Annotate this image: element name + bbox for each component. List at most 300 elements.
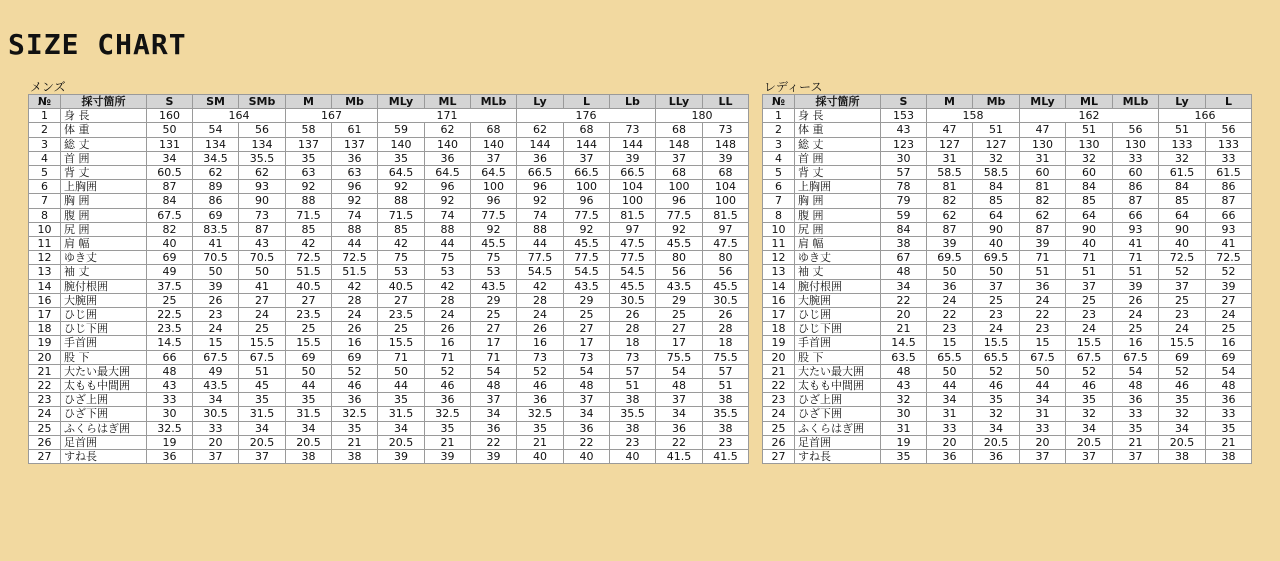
height-value-cell: 166 [1159, 109, 1252, 123]
table-row [29, 251, 749, 265]
value-cell: 87 [927, 222, 973, 236]
value-cell: 24 [1020, 293, 1066, 307]
value-cell: 38 [1159, 450, 1206, 464]
row-number: 21 [29, 364, 61, 378]
value-cell: 26 [703, 308, 749, 322]
value-cell: 20 [1020, 435, 1066, 449]
table-row [29, 336, 749, 350]
value-cell: 49 [147, 265, 193, 279]
value-cell: 75 [378, 251, 425, 265]
value-cell: 24 [193, 322, 239, 336]
value-cell: 41 [193, 237, 239, 251]
value-cell: 96 [656, 194, 703, 208]
value-cell: 71.5 [378, 208, 425, 222]
row-number: 14 [29, 279, 61, 293]
measurement-label: 腕付根囲 [795, 279, 881, 293]
value-cell: 34 [927, 393, 973, 407]
value-cell: 80 [703, 251, 749, 265]
value-cell: 37 [1020, 450, 1066, 464]
value-cell: 100 [610, 194, 656, 208]
men-caption: メンズ [30, 80, 66, 94]
value-cell: 35 [1206, 421, 1252, 435]
value-cell: 43 [147, 379, 193, 393]
value-cell: 22 [881, 293, 927, 307]
row-number: 5 [763, 166, 795, 180]
table-row [29, 137, 749, 151]
value-cell: 69.5 [973, 251, 1020, 265]
value-cell: 75.5 [656, 350, 703, 364]
measurement-label: すね長 [795, 450, 881, 464]
measurement-label: 身 長 [795, 109, 881, 123]
value-cell: 50 [973, 265, 1020, 279]
value-cell: 67.5 [1066, 350, 1113, 364]
value-cell: 31.5 [239, 407, 286, 421]
value-cell: 84 [147, 194, 193, 208]
table-row [763, 166, 1252, 180]
table-row [763, 109, 1252, 123]
row-number: 23 [763, 393, 795, 407]
measurement-label: 首 囲 [61, 151, 147, 165]
column-header: 採寸箇所 [795, 95, 881, 109]
value-cell: 50 [239, 265, 286, 279]
value-cell: 30.5 [703, 293, 749, 307]
value-cell: 82 [927, 194, 973, 208]
value-cell: 32 [1066, 407, 1113, 421]
value-cell: 28 [517, 293, 564, 307]
value-cell: 27 [656, 322, 703, 336]
value-cell: 29 [656, 293, 703, 307]
value-cell: 148 [656, 137, 703, 151]
table-row [763, 350, 1252, 364]
row-number: 17 [763, 308, 795, 322]
value-cell: 86 [1206, 180, 1252, 194]
row-number: 24 [29, 407, 61, 421]
value-cell: 31 [927, 151, 973, 165]
value-cell: 77.5 [517, 251, 564, 265]
value-cell: 30.5 [610, 293, 656, 307]
value-cell: 40 [147, 237, 193, 251]
value-cell: 27 [1206, 293, 1252, 307]
value-cell: 23 [1020, 322, 1066, 336]
measurement-label: 大腕囲 [795, 293, 881, 307]
table-row [29, 308, 749, 322]
value-cell: 68 [703, 166, 749, 180]
value-cell: 39 [193, 279, 239, 293]
value-cell: 20 [193, 435, 239, 449]
measurement-label: 体 重 [795, 123, 881, 137]
value-cell: 73 [239, 208, 286, 222]
value-cell: 96 [332, 180, 378, 194]
value-cell: 18 [703, 336, 749, 350]
row-number: 26 [29, 435, 61, 449]
value-cell: 37.5 [147, 279, 193, 293]
value-cell: 67.5 [1113, 350, 1159, 364]
value-cell: 51 [703, 379, 749, 393]
value-cell: 37 [1066, 450, 1113, 464]
value-cell: 22 [927, 308, 973, 322]
measurement-label: 肩 幅 [61, 237, 147, 251]
value-cell: 52 [1206, 265, 1252, 279]
value-cell: 26 [193, 293, 239, 307]
table-row [29, 435, 749, 449]
value-cell: 53 [378, 265, 425, 279]
value-cell: 35 [517, 421, 564, 435]
value-cell: 57 [881, 166, 927, 180]
value-cell: 36 [656, 421, 703, 435]
value-cell: 53 [425, 265, 471, 279]
row-number: 27 [763, 450, 795, 464]
value-cell: 68 [564, 123, 610, 137]
value-cell: 52 [1159, 364, 1206, 378]
value-cell: 54.5 [610, 265, 656, 279]
value-cell: 48 [881, 265, 927, 279]
value-cell: 37 [1159, 279, 1206, 293]
value-cell: 31.5 [286, 407, 332, 421]
value-cell: 15.5 [1159, 336, 1206, 350]
value-cell: 54 [656, 364, 703, 378]
value-cell: 66.5 [564, 166, 610, 180]
value-cell: 61.5 [1206, 166, 1252, 180]
value-cell: 32.5 [332, 407, 378, 421]
value-cell: 92 [471, 222, 517, 236]
table-row [29, 364, 749, 378]
table-row [29, 265, 749, 279]
row-number: 13 [29, 265, 61, 279]
value-cell: 17 [656, 336, 703, 350]
column-header: ML [425, 95, 471, 109]
value-cell: 87 [1113, 194, 1159, 208]
table-row [763, 308, 1252, 322]
value-cell: 37 [239, 450, 286, 464]
value-cell: 34 [193, 393, 239, 407]
value-cell: 78 [881, 180, 927, 194]
value-cell: 69 [147, 251, 193, 265]
value-cell: 40 [1066, 237, 1113, 251]
column-header: MLy [1020, 95, 1066, 109]
measurement-label: 総 丈 [61, 137, 147, 151]
value-cell: 46 [332, 379, 378, 393]
table-row [29, 407, 749, 421]
value-cell: 100 [471, 180, 517, 194]
measurement-label: ひざ下囲 [795, 407, 881, 421]
value-cell: 23 [1159, 308, 1206, 322]
value-cell: 17 [471, 336, 517, 350]
value-cell: 52 [517, 364, 564, 378]
value-cell: 39 [610, 151, 656, 165]
value-cell: 25 [378, 322, 425, 336]
value-cell: 34.5 [193, 151, 239, 165]
value-cell: 31 [1020, 407, 1066, 421]
value-cell: 61.5 [1159, 166, 1206, 180]
measurement-label: 腹 囲 [795, 208, 881, 222]
value-cell: 32 [881, 393, 927, 407]
table-row [29, 237, 749, 251]
value-cell: 90 [239, 194, 286, 208]
value-cell: 56 [1206, 123, 1252, 137]
value-cell: 127 [973, 137, 1020, 151]
column-header: Mb [973, 95, 1020, 109]
value-cell: 41 [239, 279, 286, 293]
value-cell: 43.5 [471, 279, 517, 293]
value-cell: 52 [1159, 265, 1206, 279]
value-cell: 37 [564, 151, 610, 165]
height-value-cell: 176 [517, 109, 656, 123]
value-cell: 69 [332, 350, 378, 364]
value-cell: 36 [147, 450, 193, 464]
value-cell: 35.5 [239, 151, 286, 165]
value-cell: 131 [147, 137, 193, 151]
value-cell: 50 [378, 364, 425, 378]
table-row [763, 379, 1252, 393]
value-cell: 34 [656, 407, 703, 421]
row-number: 14 [763, 279, 795, 293]
measurement-label: 上胸囲 [795, 180, 881, 194]
value-cell: 39 [1206, 279, 1252, 293]
row-number: 18 [763, 322, 795, 336]
value-cell: 57 [610, 364, 656, 378]
value-cell: 24 [1159, 322, 1206, 336]
value-cell: 24 [1113, 308, 1159, 322]
value-cell: 75 [425, 251, 471, 265]
value-cell: 48 [1206, 379, 1252, 393]
value-cell: 71 [425, 350, 471, 364]
table-row [29, 450, 749, 464]
value-cell: 33 [1206, 151, 1252, 165]
value-cell: 85 [1159, 194, 1206, 208]
row-number: 23 [29, 393, 61, 407]
value-cell: 64 [1159, 208, 1206, 222]
value-cell: 140 [378, 137, 425, 151]
table-row [763, 407, 1252, 421]
column-header: L [1206, 95, 1252, 109]
table-row [763, 450, 1252, 464]
measurement-label: 背 丈 [795, 166, 881, 180]
value-cell: 14.5 [881, 336, 927, 350]
value-cell: 21 [425, 435, 471, 449]
value-cell: 92 [378, 180, 425, 194]
value-cell: 18 [610, 336, 656, 350]
value-cell: 63 [286, 166, 332, 180]
value-cell: 30.5 [193, 407, 239, 421]
value-cell: 84 [973, 180, 1020, 194]
value-cell: 62 [193, 166, 239, 180]
value-cell: 69.5 [927, 251, 973, 265]
measurement-label: 太もも中間囲 [795, 379, 881, 393]
value-cell: 21 [1206, 435, 1252, 449]
value-cell: 48 [1113, 379, 1159, 393]
value-cell: 16 [517, 336, 564, 350]
value-cell: 23 [927, 322, 973, 336]
column-header: ML [1066, 95, 1113, 109]
value-cell: 28 [703, 322, 749, 336]
value-cell: 45.5 [656, 237, 703, 251]
value-cell: 36 [564, 421, 610, 435]
row-number: 18 [29, 322, 61, 336]
value-cell: 68 [656, 123, 703, 137]
value-cell: 22 [564, 435, 610, 449]
value-cell: 88 [378, 194, 425, 208]
measurement-label: 体 重 [61, 123, 147, 137]
value-cell: 56 [703, 265, 749, 279]
value-cell: 48 [656, 379, 703, 393]
value-cell: 44 [1020, 379, 1066, 393]
value-cell: 45.5 [564, 237, 610, 251]
value-cell: 86 [1113, 180, 1159, 194]
value-cell: 59 [881, 208, 927, 222]
measurement-label: ひざ下囲 [61, 407, 147, 421]
value-cell: 27 [471, 322, 517, 336]
value-cell: 65.5 [973, 350, 1020, 364]
value-cell: 39 [378, 450, 425, 464]
value-cell: 15.5 [973, 336, 1020, 350]
value-cell: 23 [1066, 308, 1113, 322]
value-cell: 68 [471, 123, 517, 137]
value-cell: 47.5 [703, 237, 749, 251]
value-cell: 34 [1066, 421, 1113, 435]
value-cell: 35 [378, 151, 425, 165]
value-cell: 25 [286, 322, 332, 336]
value-cell: 87 [239, 222, 286, 236]
value-cell: 73 [610, 350, 656, 364]
column-header: S [147, 95, 193, 109]
value-cell: 17 [564, 336, 610, 350]
value-cell: 100 [564, 180, 610, 194]
value-cell: 42 [517, 279, 564, 293]
value-cell: 81 [927, 180, 973, 194]
value-cell: 144 [517, 137, 564, 151]
column-header: LLy [656, 95, 703, 109]
value-cell: 45.5 [471, 237, 517, 251]
value-cell: 92 [564, 222, 610, 236]
value-cell: 35 [286, 393, 332, 407]
value-cell: 51 [1113, 265, 1159, 279]
value-cell: 51 [610, 379, 656, 393]
value-cell: 21 [517, 435, 564, 449]
value-cell: 54 [564, 364, 610, 378]
height-value-cell: 158 [927, 109, 1020, 123]
table-row [29, 421, 749, 435]
value-cell: 33 [1113, 151, 1159, 165]
table-row [763, 123, 1252, 137]
value-cell: 64.5 [378, 166, 425, 180]
row-number: 26 [763, 435, 795, 449]
value-cell: 40.5 [286, 279, 332, 293]
value-cell: 38 [881, 237, 927, 251]
value-cell: 48 [147, 364, 193, 378]
value-cell: 22 [656, 435, 703, 449]
measurement-label: ひじ囲 [61, 308, 147, 322]
value-cell: 44 [378, 379, 425, 393]
value-cell: 66 [1206, 208, 1252, 222]
value-cell: 62 [425, 123, 471, 137]
value-cell: 77.5 [610, 251, 656, 265]
value-cell: 84 [881, 222, 927, 236]
women-size-section [762, 80, 1252, 464]
table-row [29, 123, 749, 137]
row-number: 10 [763, 222, 795, 236]
value-cell: 64.5 [425, 166, 471, 180]
value-cell: 38 [703, 393, 749, 407]
measurement-label: 背 丈 [61, 166, 147, 180]
value-cell: 60 [1113, 166, 1159, 180]
value-cell: 72.5 [1159, 251, 1206, 265]
value-cell: 59 [378, 123, 425, 137]
value-cell: 22 [471, 435, 517, 449]
table-row [763, 251, 1252, 265]
measurement-label: 大たい最大囲 [795, 364, 881, 378]
value-cell: 39 [1020, 237, 1066, 251]
measurement-label: 股 下 [795, 350, 881, 364]
measurement-label: 腹 囲 [61, 208, 147, 222]
value-cell: 47.5 [610, 237, 656, 251]
value-cell: 25 [1066, 293, 1113, 307]
value-cell: 130 [1113, 137, 1159, 151]
measurement-label: 腕付根囲 [61, 279, 147, 293]
value-cell: 22 [1020, 308, 1066, 322]
value-cell: 32 [973, 407, 1020, 421]
value-cell: 58 [286, 123, 332, 137]
value-cell: 93 [1113, 222, 1159, 236]
value-cell: 34 [147, 151, 193, 165]
table-row [763, 265, 1252, 279]
page-title: SIZE CHART [8, 28, 187, 61]
value-cell: 133 [1159, 137, 1206, 151]
value-cell: 40 [517, 450, 564, 464]
value-cell: 92 [656, 222, 703, 236]
value-cell: 34 [1159, 421, 1206, 435]
value-cell: 47 [927, 123, 973, 137]
row-number: 11 [29, 237, 61, 251]
value-cell: 71 [1113, 251, 1159, 265]
value-cell: 133 [1206, 137, 1252, 151]
column-header: № [29, 95, 61, 109]
value-cell: 97 [703, 222, 749, 236]
value-cell: 54 [471, 364, 517, 378]
value-cell: 86 [193, 194, 239, 208]
row-number: 16 [763, 293, 795, 307]
value-cell: 88 [425, 222, 471, 236]
value-cell: 15.5 [378, 336, 425, 350]
value-cell: 61 [332, 123, 378, 137]
table-row [763, 180, 1252, 194]
value-cell: 52 [973, 364, 1020, 378]
row-number: 22 [763, 379, 795, 393]
row-number: 20 [29, 350, 61, 364]
row-number: 5 [29, 166, 61, 180]
row-number: 22 [29, 379, 61, 393]
value-cell: 130 [1066, 137, 1113, 151]
value-cell: 73 [517, 350, 564, 364]
measurement-label: ふくらはぎ囲 [795, 421, 881, 435]
value-cell: 39 [927, 237, 973, 251]
value-cell: 88 [332, 222, 378, 236]
value-cell: 44 [425, 237, 471, 251]
value-cell: 25 [656, 308, 703, 322]
value-cell: 92 [425, 194, 471, 208]
value-cell: 51 [1020, 265, 1066, 279]
value-cell: 25 [564, 308, 610, 322]
value-cell: 84 [1066, 180, 1113, 194]
value-cell: 25 [1206, 322, 1252, 336]
value-cell: 130 [1020, 137, 1066, 151]
value-cell: 90 [1159, 222, 1206, 236]
value-cell: 35 [286, 151, 332, 165]
value-cell: 45.5 [610, 279, 656, 293]
value-cell: 24 [332, 308, 378, 322]
value-cell: 54.5 [564, 265, 610, 279]
table-row [29, 180, 749, 194]
value-cell: 92 [517, 194, 564, 208]
